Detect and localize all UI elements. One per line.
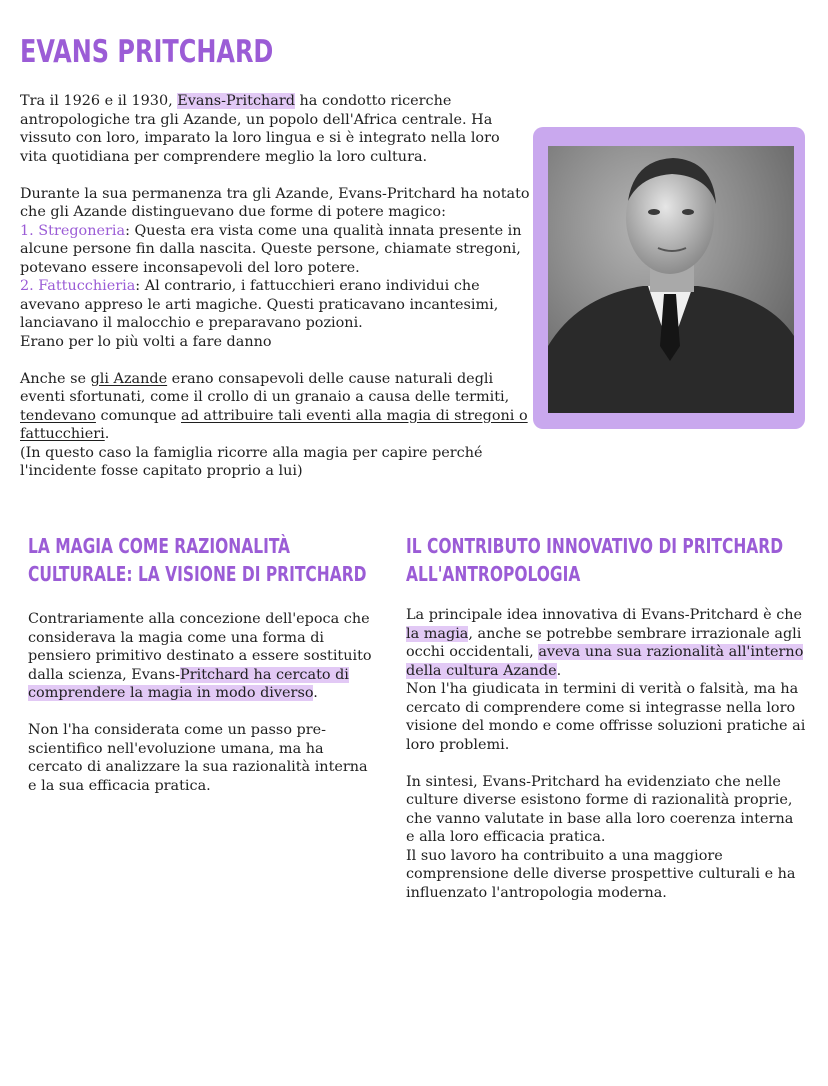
left-paragraph-2: Non l'ha considerata come un passo pre-scientifico nell'evoluzione umana, ma ha cercato di analizzare la sua razionalità interna e la sua efficacia pratica. xyxy=(28,722,368,794)
list-label-fattucchieria: 2. Fattucchieria xyxy=(20,278,136,294)
intro-section xyxy=(20,92,530,499)
highlight-cercato-di-comprendere: Pritchard ha cercato di comprendere la magia in modo diverso xyxy=(28,666,349,701)
intro-note: (In questo caso la famiglia ricorre alla magia per capire perché l'incidente fosse capitato proprio a lui) xyxy=(20,444,483,479)
highlight-razionalita-azande: aveva una sua razionalità all'interno della cultura Azande xyxy=(406,644,804,679)
highlight-la-magia: la magia xyxy=(406,625,469,642)
list-label-stregoneria: 1. Stregoneria xyxy=(20,222,126,239)
right-column xyxy=(406,606,806,921)
portrait-photo xyxy=(548,146,794,413)
portrait-frame xyxy=(533,127,805,429)
page-title: EVANS PRITCHARD xyxy=(20,34,274,70)
heading-contributo-innovativo: IL CONTRIBUTO INNOVATIVO DI PRITCHARD ALL'ANTROPOLOGIA xyxy=(406,534,784,586)
intro-paragraph-1: Tra il 1926 e il 1930, Evans-Pritchard ha condotto ricerche antropologiche tra gli Azande, un popolo dell'Africa centrale. Ha vissuto con loro, imparato la loro lingua e si è integrato nella loro vita quotidiana per comprendere meglio la loro cultura. xyxy=(20,93,500,165)
highlight-evans-pritchard: Evans-Pritchard xyxy=(177,93,295,109)
intro-paragraph-2: Durante la sua permanenza tra gli Azande, Evans-Pritchard ha notato che gli Azande distinguevano due forme di potere magico: 1. Stregoneria: Questa era vista come una qualità innata presente in alcune persone fin dalla nascita. Queste persone, chiamate stregoni, potevano essere inconsapevoli del loro potere. 2. Fattucchieria: Al contrario, i fattucchieri erano individui che avevano appreso le arti magiche. Questi praticavano incantesimi, lanciavano il malocchio e preparavano pozioni. Erano per lo più volti a fare danno xyxy=(20,185,530,350)
right-paragraph-1: La principale idea innovativa di Evans-Pritchard è che la magia, anche se potrebbe sembrare irrazionale agli occhi occidentali, aveva una sua razionalità all'interno della cultura Azande. Non l'ha giudicata in termini di verità o falsità, ma ha cercato di comprendere come si integrasse nella loro visione del mondo e come offrisse soluzioni pratiche ai loro problemi. xyxy=(406,607,806,753)
heading-magia-razionalita: LA MAGIA COME RAZIONALITÀ CULTURALE: LA VISIONE DI PRITCHARD xyxy=(28,534,367,586)
portrait-image xyxy=(548,146,794,413)
left-paragraph-1: Contrariamente alla concezione dell'epoca che considerava la magia come una forma di pensiero primitivo destinato a essere sostituito dalla scienza, Evans-Pritchard ha cercato di comprendere la magia in modo diverso. xyxy=(28,611,372,701)
right-paragraph-2: In sintesi, Evans-Pritchard ha evidenziato che nelle culture diverse esistono forme di razionalità proprie, che vanno valutate in base alla loro coerenza interna e alla loro efficacia pratica. Il suo lavoro ha contribuito a una maggiore comprensione delle diverse prospettive culturali e ha influenzato l'antropologia moderna. xyxy=(406,773,796,901)
intro-paragraph-3: Anche se gli Azande erano consapevoli delle cause naturali degli eventi sfortunati, come il crollo di un granaio a causa delle termiti, tendevano comunque ad attribuire tali eventi alla magia di stregoni o fattucchieri. (In questo caso la famiglia ricorre alla magia per capire perché l'incidente fosse capitato proprio a lui) xyxy=(20,370,528,479)
left-column xyxy=(28,610,373,814)
